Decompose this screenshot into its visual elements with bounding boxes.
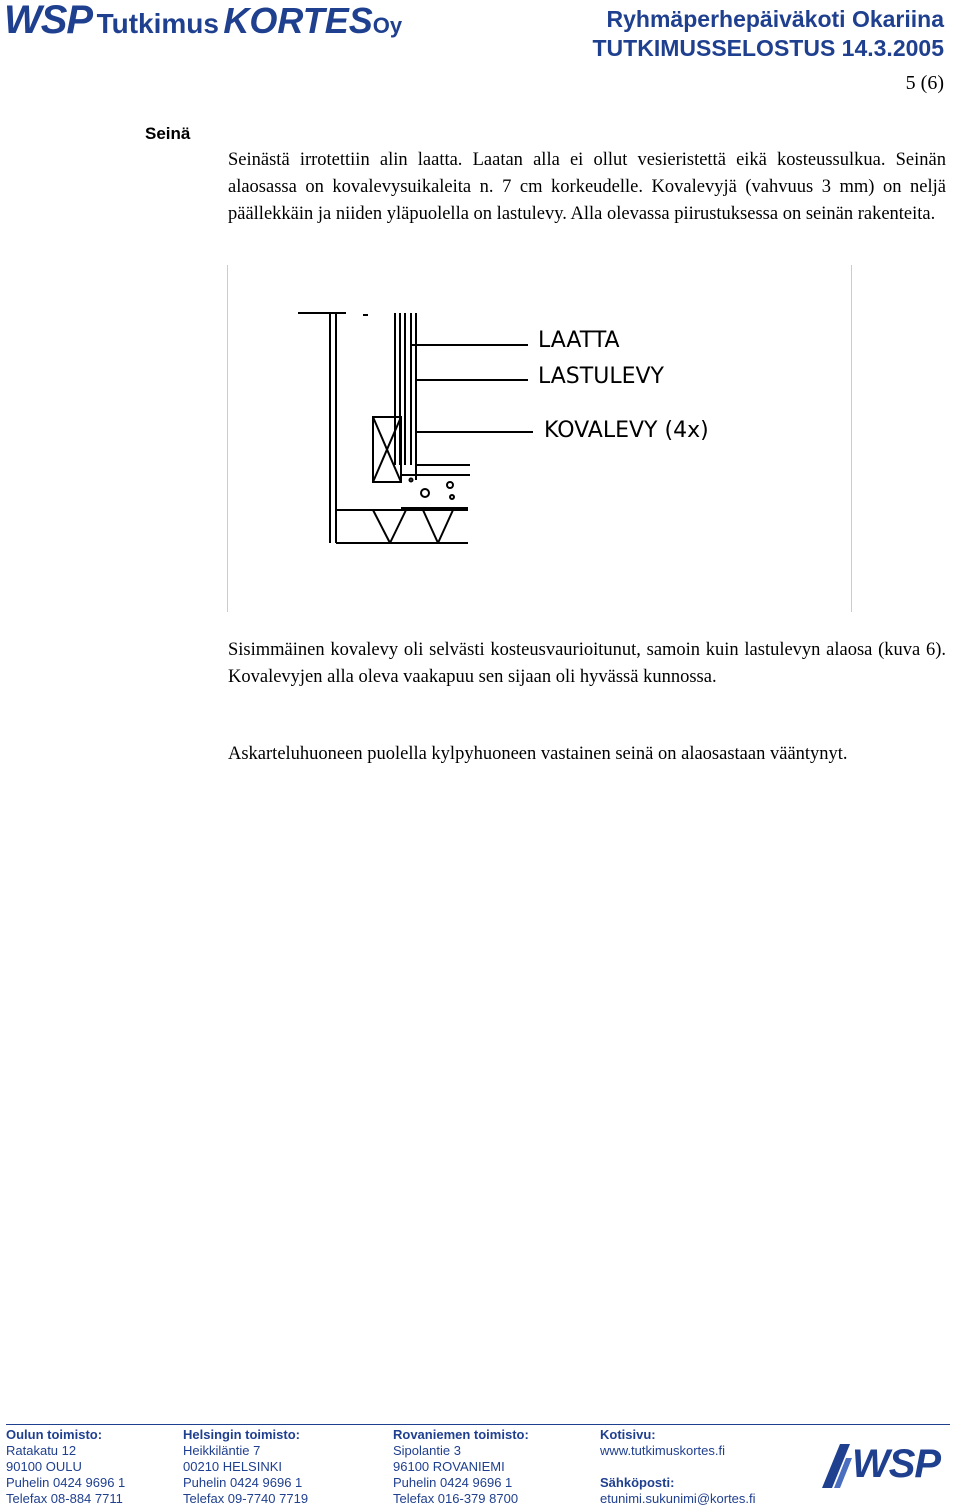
label-kovalevy: KOVALEVY (4x) (544, 418, 709, 443)
document-subtitle: TUTKIMUSSELOSTUS 14.3.2005 (592, 35, 944, 61)
footer-oulu-office (6, 1427, 125, 1507)
footer-wsp-logo (820, 1440, 960, 1490)
logo-kortes-text: KORTES (223, 0, 373, 41)
footer-phone: Puhelin 0424 9696 1 (393, 1475, 513, 1490)
sketch-line (390, 510, 406, 543)
footer-street: Ratakatu 12 (6, 1443, 77, 1458)
footer-logo-text: WSP (852, 1442, 941, 1486)
footer-fax: Telefax 08-884 7711 (6, 1491, 123, 1506)
footer-street: Heikkiläntie 7 (183, 1443, 261, 1458)
footer-heading: Kotisivu: (600, 1427, 656, 1442)
logo-tutkimus-text: Tutkimus (96, 8, 219, 39)
footer-rovaniemi-office (393, 1427, 529, 1507)
logo-wsp-text: WSP (4, 0, 93, 42)
footer-website-link[interactable]: www.tutkimuskortes.fi (600, 1443, 725, 1458)
footer-city: 90100 OULU (6, 1459, 82, 1474)
wsp-swoosh-icon (820, 1440, 854, 1490)
page-number: 5 (6) (905, 72, 944, 94)
label-lastulevy: LASTULEVY (538, 364, 664, 389)
footer-email-link[interactable]: etunimi.sukunimi@kortes.fi (600, 1491, 756, 1506)
footer-helsinki-office (183, 1427, 308, 1507)
document-header (593, 5, 945, 63)
footer-city: 96100 ROVANIEMI (393, 1459, 505, 1474)
sketch-line (423, 510, 438, 543)
footer-heading: Helsingin toimisto: (183, 1427, 300, 1442)
sketch-gravel (450, 495, 454, 499)
sketch-line (438, 510, 453, 543)
company-logo (4, 0, 402, 40)
footer-heading: Oulun toimisto: (6, 1427, 103, 1442)
footer-spacer (600, 1459, 756, 1475)
label-laatta: LAATTA (538, 328, 620, 353)
paragraph-warped-wall: Askarteluhuoneen puolella kylpyhuoneen vastainen seinä on alaosastaan vääntynyt. (228, 744, 848, 764)
footer-street: Sipolantie 3 (393, 1443, 461, 1458)
footer-heading: Rovaniemen toimisto: (393, 1427, 529, 1442)
section-heading: Seinä (145, 124, 191, 143)
sketch-gravel (421, 489, 429, 497)
footer-divider (6, 1424, 950, 1425)
footer-city: 00210 HELSINKI (183, 1459, 283, 1474)
footer-phone: Puhelin 0424 9696 1 (6, 1475, 126, 1490)
sketch-gravel (447, 482, 453, 488)
sketch-gravel (410, 479, 413, 482)
sketch-svg (228, 265, 851, 612)
sketch-line (373, 510, 390, 543)
wall-structure-drawing (227, 265, 852, 612)
paragraph-wall-description: Seinästä irrotettiin alin laatta. Laatan alla ei ollut vesieristettä eikä kosteussulkua. Seinän alaosassa on kovalevysuikaleita n. 7 cm korkeudelle. Kovalevyjä (vahvuus 3 mm) on neljä päällekkäin ja niiden yläpuolella on lastulevy. Alla olevassa piirustuksessa on seinän rakenteita. (228, 150, 946, 224)
footer-fax: Telefax 09-7740 7719 (183, 1491, 309, 1506)
document-title: Ryhmäperhepäiväkoti Okariina (606, 6, 944, 32)
footer-web (600, 1427, 756, 1507)
footer-phone: Puhelin 0424 9696 1 (183, 1475, 303, 1490)
paragraph-damage: Sisimmäinen kovalevy oli selvästi kosteusvaurioitunut, samoin kuin lastulevyn alaosa (kuva 6). Kovalevyjen alla oleva vaakapuu sen sijaan oli hyvässä kunnossa. (228, 640, 946, 687)
footer-email-heading: Sähköposti: (600, 1475, 675, 1490)
footer-fax: Telefax 016-379 8700 (393, 1491, 519, 1506)
logo-oy-text: Oy (372, 13, 403, 38)
